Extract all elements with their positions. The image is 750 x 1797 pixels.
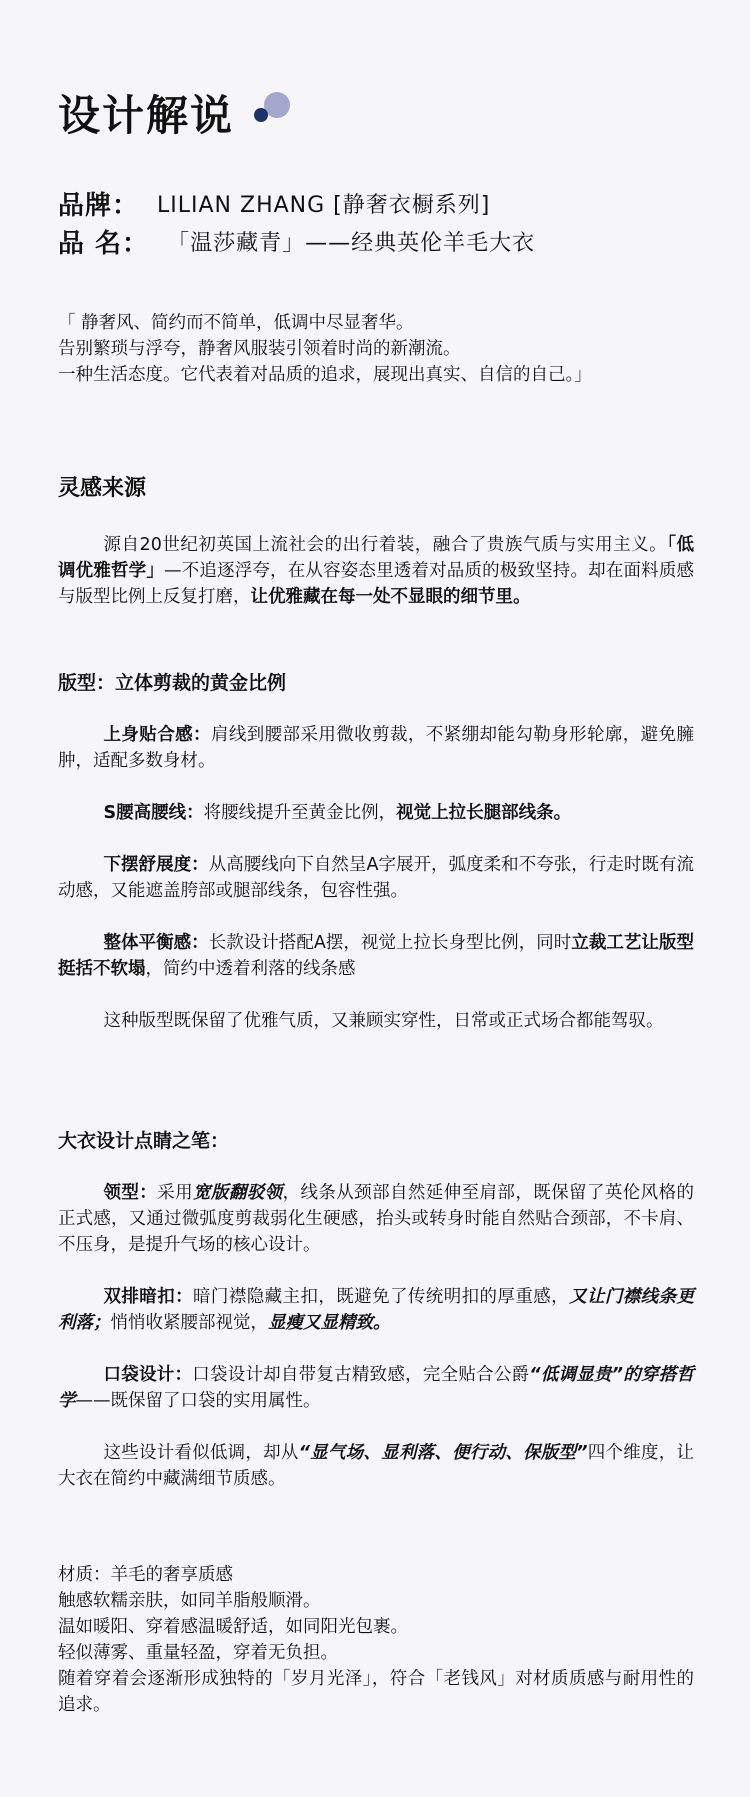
silhouette-section: [58, 668, 694, 1034]
silhouette-item-label: 上身贴合感：: [103, 725, 211, 745]
inspiration-heading: 灵感来源: [58, 476, 147, 501]
silhouette-item-label: 下摆舒展度：: [103, 855, 209, 875]
highlights-summary: [58, 1440, 694, 1492]
inspiration-section: [58, 474, 694, 610]
intro-quote: [58, 310, 694, 388]
silhouette-item: [58, 800, 694, 826]
button-text-1: 暗门襟隐藏主扣，既避免了传统明扣的厚重感，: [193, 1287, 570, 1307]
material-section: [58, 1562, 694, 1718]
product-meta: [58, 184, 535, 260]
button-emphasis-2: 显瘦又显精致。: [268, 1313, 391, 1333]
inspiration-text-2: —不追逐浮夸，在从容姿态里透着对品质的极致坚持。却在面料质感与版型比例上反复打磨，: [58, 561, 695, 607]
inspiration-bold-2: 让优雅藏在每一处不显眼的细节里。: [250, 587, 531, 607]
silhouette-item-text: 将腰线提升至黄金比例，: [203, 803, 397, 823]
brand-row: [58, 184, 535, 222]
decorative-dots-icon: [254, 92, 294, 132]
quote-line: 「 静奢风、简约而不简单，低调中尽显奢华。: [58, 313, 414, 333]
button-item: [58, 1284, 694, 1336]
button-label: 双排暗扣：: [103, 1287, 194, 1307]
pocket-text-2: ——既保留了口袋的实用属性。: [75, 1391, 321, 1411]
highlights-section: [58, 1126, 694, 1492]
brand-label: 品牌：: [58, 190, 140, 221]
silhouette-item-text: 肩线到腰部采用微收剪裁，不紧绷却能勾勒身形轮廓，避免臃肿，适配多数身材。: [58, 725, 694, 771]
silhouette-summary: 这种版型既保留了优雅气质，又兼顾实穿性，日常或正式场合都能驾驭。: [103, 1011, 664, 1031]
material-line: 轻似薄雾、重量轻盈，穿着无负担。: [58, 1643, 338, 1663]
collar-item: [58, 1180, 694, 1258]
product-label: 品 名：: [58, 228, 150, 259]
collar-text-2: ，线条从颈部自然延伸至肩部，既保留了英伦风格的正式感，又通过微弧度剪裁弱化生硬感，抬头或转身时能自然贴合颈部，不卡肩、不压身，是提升气场的核心设计。: [58, 1183, 694, 1255]
material-line: 随着穿着会逐渐形成独特的「岁月光泽」，符合「老钱风」对材质质感与耐用性的追求。: [58, 1669, 694, 1715]
dark-dot-icon: [254, 108, 268, 122]
silhouette-item: [58, 722, 694, 774]
balance-text-1: 长款设计搭配A摆，视觉上拉长身型比例，同时: [208, 933, 572, 953]
highlights-heading: 大衣设计点睛之笔：: [58, 1130, 230, 1152]
highlights-summary-1: 这些设计看似低调，却从: [103, 1443, 299, 1463]
silhouette-item-text: 从高腰线向下自然呈A字展开，弧度柔和不夸张，行走时既有流动感，又能遮盖胯部或腿部线条，包容性强。: [58, 855, 694, 901]
silhouette-item-bold: 视觉上拉长腿部线条。: [396, 803, 572, 823]
product-value: 「温莎藏青」——经典英伦羊毛大衣: [167, 230, 536, 256]
silhouette-item: [58, 852, 694, 904]
inspiration-text-1: 源自20世纪初英国上流社会的出行着装，融合了贵族气质与实用主义。: [103, 535, 668, 555]
collar-emphasis: 宽版翻驳领: [193, 1183, 283, 1203]
title-row: [58, 88, 234, 144]
pocket-label: 口袋设计：: [103, 1365, 193, 1385]
material-line: 材质：羊毛的奢享质感: [58, 1565, 233, 1585]
silhouette-heading: 版型：立体剪裁的黄金比例: [58, 672, 287, 694]
collar-label: 领型：: [103, 1183, 158, 1203]
material-line: 触感软糯亲肤，如同羊脂般顺滑。: [58, 1591, 321, 1611]
quote-line: 一种生活态度。它代表着对品质的追求，展现出真实、自信的自己。」: [58, 365, 592, 385]
balance-text-2: ，简约中透着利落的线条感: [145, 959, 356, 979]
collar-text-1: 采用: [157, 1183, 194, 1203]
button-text-2: 悄悄收紧腰部视觉，: [110, 1313, 268, 1333]
highlights-summary-2: 四个维度，让大衣在简约中藏满细节质感。: [58, 1443, 695, 1489]
brand-value: LILIAN ZHANG [静奢衣橱系列]: [157, 192, 491, 218]
pocket-text-1: 口袋设计却自带复古精致感，完全贴合公爵: [192, 1365, 530, 1385]
balance-label: 整体平衡感：: [103, 933, 209, 953]
product-row: [58, 222, 535, 260]
silhouette-item-label: S腰高腰线：: [103, 803, 204, 823]
highlights-summary-emphasis: “显气场、显利落、便行动、保版型”: [298, 1443, 588, 1463]
pocket-item: [58, 1362, 694, 1414]
material-line: 温如暖阳、穿着感温暖舒适，如同阳光包裹。: [58, 1617, 408, 1637]
inspiration-bold-1: 「低调优雅哲学」: [58, 535, 694, 581]
quote-line: 告别繁琐与浮夸，静奢风服装引领着时尚的新潮流。: [58, 339, 461, 359]
balance-bold: 立裁工艺让版型挺括不软塌: [58, 933, 694, 979]
pocket-emphasis: “低调显贵”的穿搭哲学: [58, 1365, 695, 1411]
page-title: 设计解说: [58, 91, 235, 140]
inspiration-text: [58, 532, 694, 610]
balance-item: [58, 930, 694, 982]
button-emphasis-1: 又让门襟线条更利落；: [58, 1287, 694, 1333]
